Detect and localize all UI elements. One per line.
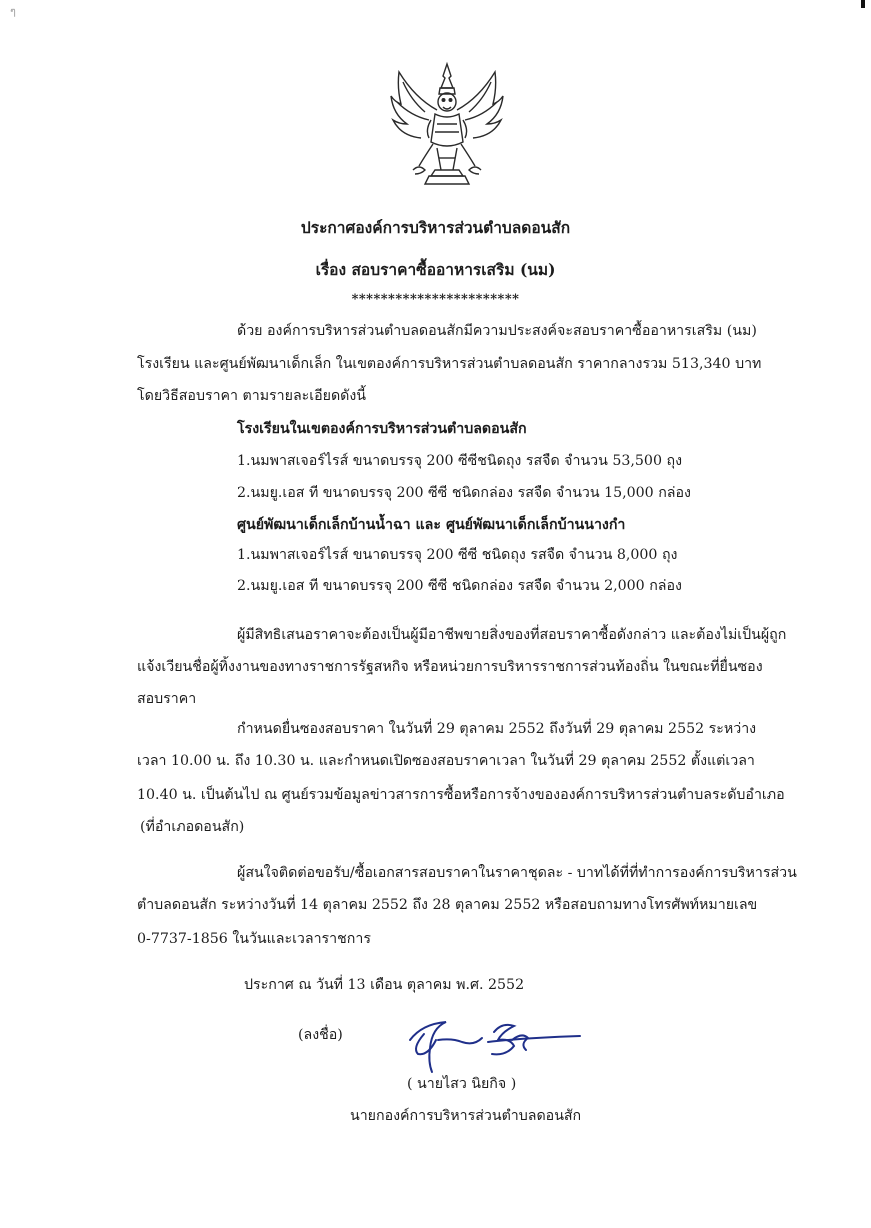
- corner-mark: [855, 0, 865, 8]
- handwritten-signature: [402, 1010, 582, 1080]
- announcement-date: ประกาศ ณ วันที่ 13 เดือน ตุลาคม พ.ศ. 2552: [244, 977, 525, 993]
- document-subject: เรื่อง สอบราคาซื้ออาหารเสริม (นม): [315, 260, 556, 279]
- contact-line-1: ผู้สนใจติดต่อขอรับ/ซื้อเอกสารสอบราคาในราคาชุดละ - บาทได้ที่ที่ทำการองค์การบริหารส่วน: [237, 865, 797, 881]
- signature-label: (ลงชื่อ): [298, 1027, 343, 1043]
- eligibility-line-3: สอบราคา: [137, 691, 197, 707]
- garuda-emblem-icon: [385, 58, 509, 188]
- contact-line-3: 0-7737-1856 ในวันและเวลาราชการ: [137, 931, 371, 947]
- intro-line-1: ด้วย องค์การบริหารส่วนตำบลดอนสักมีความประสงค์จะสอบราคาซื้ออาหารเสริม (นม): [237, 323, 757, 339]
- list-item: 2.นมยู.เอส ที ขนาดบรรจุ 200 ซีซี ชนิดกล่อง รสจืด จำนวน 15,000 กล่อง: [237, 485, 691, 501]
- list-item: 1.นมพาสเจอร์ไรส์ ขนาดบรรจุ 200 ซีซีชนิดถุง รสจืด จำนวน 53,500 ถุง: [237, 453, 682, 469]
- signer-name: ( นายไสว นิยกิจ ): [407, 1076, 517, 1092]
- document-title: ประกาศองค์การบริหารส่วนตำบลดอนสัก: [300, 218, 571, 237]
- schedule-line-4: (ที่อำเภอดอนสัก): [140, 819, 245, 835]
- group-heading-child-centers: ศูนย์พัฒนาเด็กเล็กบ้านน้ำฉา และ ศูนย์พัฒนาเด็กเล็กบ้านนางกำ: [237, 517, 626, 533]
- eligibility-line-2: แจ้งเวียนชื่อผู้ทิ้งงานของทางราชการรัฐสหกิจ หรือหน่วยการบริหารราชการส่วนท้องถิ่น ในขณะที่ยื่นซอง: [137, 659, 763, 675]
- intro-line-3: โดยวิธีสอบราคา ตามรายละเอียดดังนี้: [137, 388, 366, 404]
- title-separator: ***********************: [351, 292, 520, 307]
- scan-edge-mark: ๆ: [10, 5, 16, 18]
- signer-title: นายกองค์การบริหารส่วนตำบลดอนสัก: [350, 1108, 582, 1124]
- list-item: 1.นมพาสเจอร์ไรส์ ขนาดบรรจุ 200 ซีซี ชนิดถุง รสจืด จำนวน 8,000 ถุง: [237, 547, 678, 563]
- schedule-line-2: เวลา 10.00 น. ถึง 10.30 น. และกำหนดเปิดซองสอบราคาเวลา ในวันที่ 29 ตุลาคม 2552 ตั้งแต่เวลา: [137, 753, 755, 769]
- contact-line-2: ตำบลดอนสัก ระหว่างวันที่ 14 ตุลาคม 2552 ถึง 28 ตุลาคม 2552 หรือสอบถามทางโทรศัพท์หมายเลข: [137, 897, 758, 913]
- schedule-line-1: กำหนดยื่นซองสอบราคา ในวันที่ 29 ตุลาคม 2552 ถึงวันที่ 29 ตุลาคม 2552 ระหว่าง: [237, 721, 757, 737]
- list-item: 2.นมยู.เอส ที ขนาดบรรจุ 200 ซีซี ชนิดกล่อง รสจืด จำนวน 2,000 กล่อง: [237, 578, 682, 594]
- schedule-line-3: 10.40 น. เป็นต้นไป ณ ศูนย์รวมข้อมูลข่าวสารการซื้อหรือการจ้างขององค์การบริหารส่วนตำบลระดับอำเภอ: [137, 787, 785, 803]
- eligibility-line-1: ผู้มีสิทธิเสนอราคาจะต้องเป็นผู้มีอาชีพขายสิ่งของที่สอบราคาซื้อดังกล่าว และต้องไม่เป็นผู้ถูก: [237, 627, 787, 643]
- group-heading-schools: โรงเรียนในเขตองค์การบริหารส่วนตำบลดอนสัก: [237, 421, 527, 437]
- intro-line-2: โรงเรียน และศูนย์พัฒนาเด็กเล็ก ในเขตองค์การบริหารส่วนตำบลดอนสัก ราคากลางรวม 513,340 บาท: [137, 356, 762, 372]
